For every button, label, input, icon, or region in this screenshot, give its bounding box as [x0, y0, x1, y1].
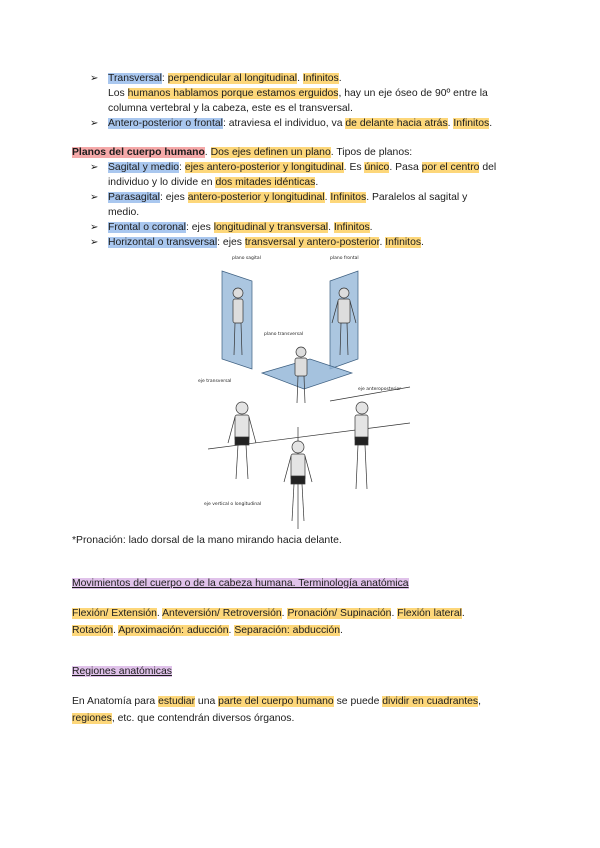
section-title-movimientos: Movimientos del cuerpo o de la cabeza humana. Terminología anatómica [72, 578, 409, 589]
bullet-arrow: ➢ [90, 237, 99, 248]
bullet-arrow: ➢ [90, 162, 99, 173]
term-antero-posterior: Antero-posterior o frontal [108, 118, 223, 129]
movimientos-list: Flexión/ Extensión. Anteversión/ Retroversión. Pronación/ Supinación. Flexión lateral. Rotación. Aproximación: aducción. Separación: abducción. [72, 608, 465, 636]
label-plano-frontal: plano frontal [330, 256, 359, 261]
section-title-planos: Planos del cuerpo humano [72, 147, 205, 158]
label-eje-anteroposterior: eje anteroposterior [358, 387, 402, 392]
regiones-paragraph: En Anatomía para estudiar una parte del cuerpo humano se puede dividir en cuadrantes, regiones, etc. que contendrán diversos órganos. [72, 696, 482, 724]
bullet-arrow: ➢ [90, 222, 99, 233]
document-page: ➢ Transversal: perpendicular al longitudinal. Infinitos. Los humanos hablamos porque estamos erguidos, hay un eje óseo de 90º entre la columna vertebral y la cabeza, este es el transversal. ➢ Antero-posterior o frontal: atraviesa el individuo, va de delante hacia atrás. Infinitos. Planos del cuerpo humano. Dos ejes definen un plano. Tipos de planos: ➢ Sagital y medio: ejes antero-posterior y longitudinal. Es único. Pasa por el centro del individuo y lo divide en dos mitades idénticas. ➢ Parasagital: ejes antero-posterior y longitudinal. Infinitos. Paralelos al sagital y medio. ➢ Frontal o coronal: ejes longitudinal y transversal. Infinitos. ➢ Horizontal o transversal: ejes transversal y antero-posterior. Infinitos. plano sagital plano frontal plano transversal eje transversal eje anteroposterior eje vertical o longitudinal *Pronación: lado dorsal de la mano mirando hacia delante. Movimientos del cuerpo o de la cabeza humana. Terminología anatómica Flexión/ Extensión. Anteversión/ Retroversión. Pronación/ Supinación. Flexión lateral. Rotación. Aproximación: aducción. Separación: abducción. Regiones anatómicas En Anatomía para estudiar una parte del cuerpo humano se puede dividir en cuadrantes, regiones, etc. que contendrán diversos órganos. [0, 0, 600, 848]
label-plano-transversal: plano transversal [264, 332, 304, 337]
bullet-arrow: ➢ [90, 73, 99, 84]
label-eje-transversal: eje transversal [198, 379, 232, 384]
figure-left [228, 402, 256, 479]
figure-right [355, 402, 368, 489]
bullet-arrow: ➢ [90, 192, 99, 203]
section-title-regiones: Regiones anatómicas [72, 666, 172, 677]
anatomical-planes-figure [180, 251, 430, 531]
label-eje-vertical: eje vertical o longitudinal [204, 502, 262, 507]
bullet-arrow: ➢ [90, 118, 99, 129]
planos-heading: Planos del cuerpo humano. Dos ejes definen un plano. Tipos de planos: [72, 147, 413, 158]
transversal-explanation: Los humanos hablamos porque estamos erguidos, hay un eje óseo de 90º entre la columna vertebral y la cabeza, este es el transversal. [108, 88, 488, 114]
movimientos-heading [72, 576, 532, 591]
label-plano-sagital: plano sagital [232, 256, 261, 261]
term-transversal: Transversal [108, 73, 162, 84]
regiones-heading [72, 664, 532, 679]
figure-transverse [295, 347, 307, 403]
pronacion-note: *Pronación: lado dorsal de la mano mirando hacia delante. [72, 535, 342, 546]
